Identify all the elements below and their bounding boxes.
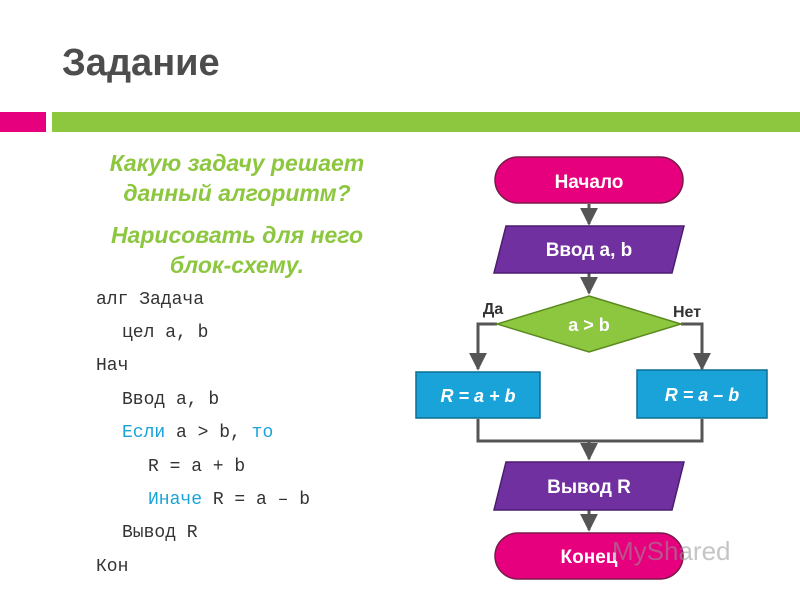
question-line-2: данный алгоритм? <box>123 180 351 206</box>
slide-title: Задание <box>62 42 220 84</box>
keyword-then: то <box>251 423 274 443</box>
watermark-logo: MyShared <box>612 536 731 566</box>
code-line-8: Вывод R <box>122 523 198 543</box>
end-label: Конец <box>560 547 618 568</box>
task-line-1: Нарисовать для него <box>110 222 364 248</box>
code-line-4: Ввод a, b <box>122 390 220 410</box>
start-label: Начало <box>554 172 624 193</box>
yes-label: Да <box>482 301 504 318</box>
code-line-1: алг Задача <box>96 290 205 310</box>
code-line-3: Нач <box>96 356 129 376</box>
arrow-condition-no <box>681 324 702 369</box>
keyword-else: Иначе <box>148 490 203 510</box>
no-branch-label: R = a – b <box>664 385 740 405</box>
arrow-condition-yes <box>478 324 497 369</box>
condition-label: a > b <box>568 315 610 335</box>
code-else-body: R = a – b <box>202 490 311 510</box>
code-line-2: цел a, b <box>122 323 209 343</box>
code-line-6: R = a + b <box>148 457 246 477</box>
question-line-1: Какую задачу решает <box>109 150 365 176</box>
keyword-if: Если <box>122 423 166 443</box>
no-label: Нет <box>672 304 702 321</box>
yes-branch-label: R = a + b <box>440 386 516 406</box>
output-label: Вывод R <box>547 477 631 498</box>
code-condition: a > b, <box>165 423 252 443</box>
input-label: Ввод a, b <box>545 240 633 261</box>
task-line-2: блок-схему. <box>169 252 305 278</box>
merge-line <box>478 419 702 441</box>
code-line-9: Кон <box>96 557 129 577</box>
